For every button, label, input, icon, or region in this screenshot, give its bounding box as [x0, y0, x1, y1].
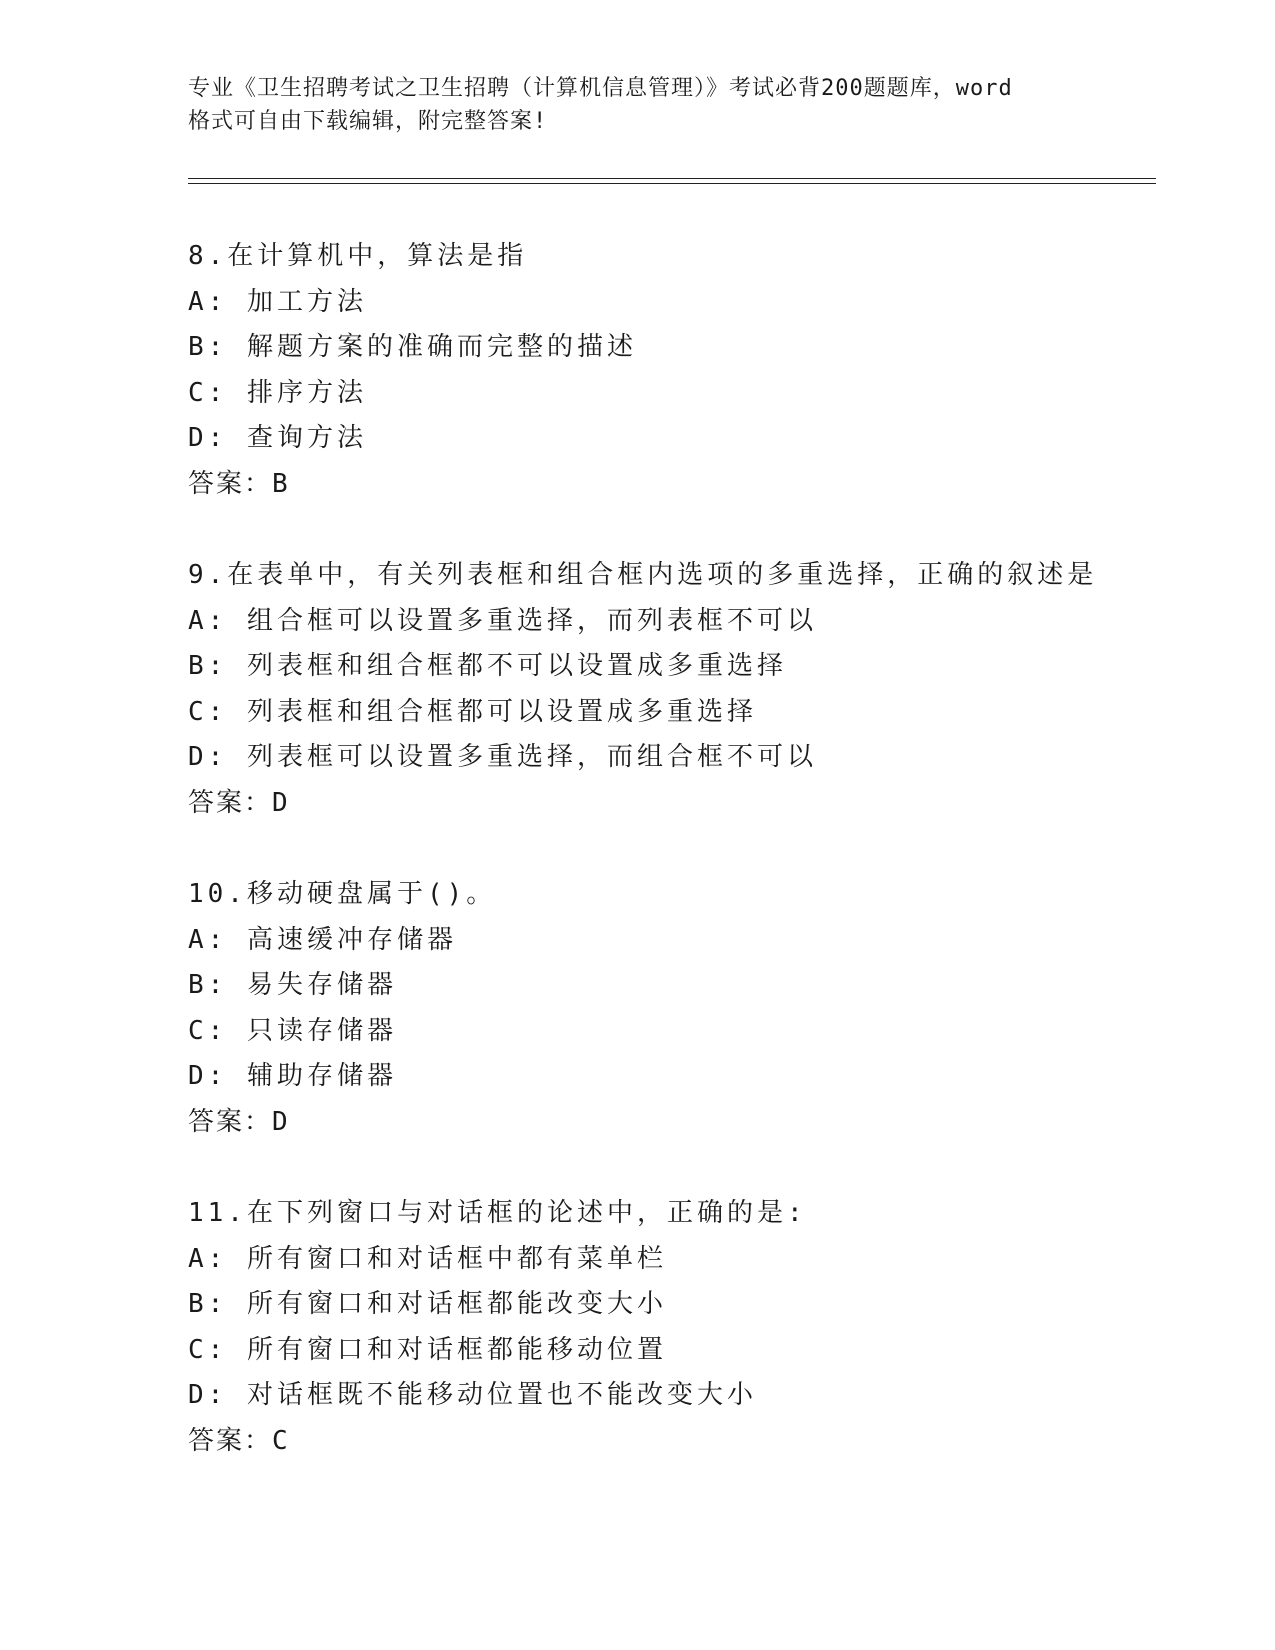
option-b: B: 解题方案的准确而完整的描述 [188, 332, 637, 362]
option-b: B: 列表框和组合框都不可以设置成多重选择 [188, 651, 787, 681]
answer-value: B [272, 468, 288, 499]
answer-value: C [272, 1425, 288, 1456]
question-9 [188, 553, 1168, 826]
option-a: A: 组合框可以设置多重选择，而列表框不可以 [188, 605, 817, 636]
answer-label: 答案： [188, 1425, 273, 1456]
question-stem: 10.移动硬盘属于()。 [188, 879, 497, 909]
answer-line [188, 781, 1168, 827]
header-divider-bottom [188, 183, 1156, 184]
question-stem: 9.在表单中，有关列表框和组合框内选项的多重选择，正确的叙述是 [188, 560, 1098, 590]
question-10 [188, 872, 1168, 1145]
header-divider-top [188, 178, 1156, 179]
option-c: C: 只读存储器 [188, 1015, 397, 1046]
option-b: B: 易失存储器 [188, 970, 397, 1000]
option-d: D: 对话框既不能移动位置也不能改变大小 [188, 1380, 757, 1410]
question-8 [188, 234, 1168, 507]
answer-label: 答案： [188, 468, 273, 499]
option-b: B: 所有窗口和对话框都能改变大小 [188, 1289, 667, 1319]
answer-value: D [272, 1106, 288, 1137]
header-line-2: 格式可自由下载编辑，附完整答案! [188, 109, 548, 134]
question-11 [188, 1191, 1168, 1464]
option-a: A: 所有窗口和对话框中都有菜单栏 [188, 1243, 667, 1274]
option-d: D: 查询方法 [188, 423, 367, 453]
option-c: C: 排序方法 [188, 377, 367, 408]
answer-line [188, 1419, 1168, 1465]
document-header [188, 72, 1088, 138]
answer-line [188, 1100, 1168, 1146]
answer-label: 答案： [188, 1106, 273, 1137]
option-c: C: 列表框和组合框都可以设置成多重选择 [188, 696, 757, 727]
question-stem: 8.在计算机中，算法是指 [188, 241, 528, 271]
option-d: D: 列表框可以设置多重选择，而组合框不可以 [188, 742, 817, 772]
option-c: C: 所有窗口和对话框都能移动位置 [188, 1334, 667, 1365]
question-list [188, 234, 1168, 1510]
option-a: A: 高速缓冲存储器 [188, 924, 457, 955]
question-stem: 11.在下列窗口与对话框的论述中，正确的是: [188, 1198, 807, 1228]
option-d: D: 辅助存储器 [188, 1061, 397, 1091]
option-a: A: 加工方法 [188, 286, 367, 317]
header-line-1: 专业《卫生招聘考试之卫生招聘（计算机信息管理）》考试必背200题题库，word [188, 76, 1013, 101]
answer-value: D [272, 787, 288, 818]
answer-label: 答案： [188, 787, 273, 818]
answer-line [188, 462, 1168, 508]
